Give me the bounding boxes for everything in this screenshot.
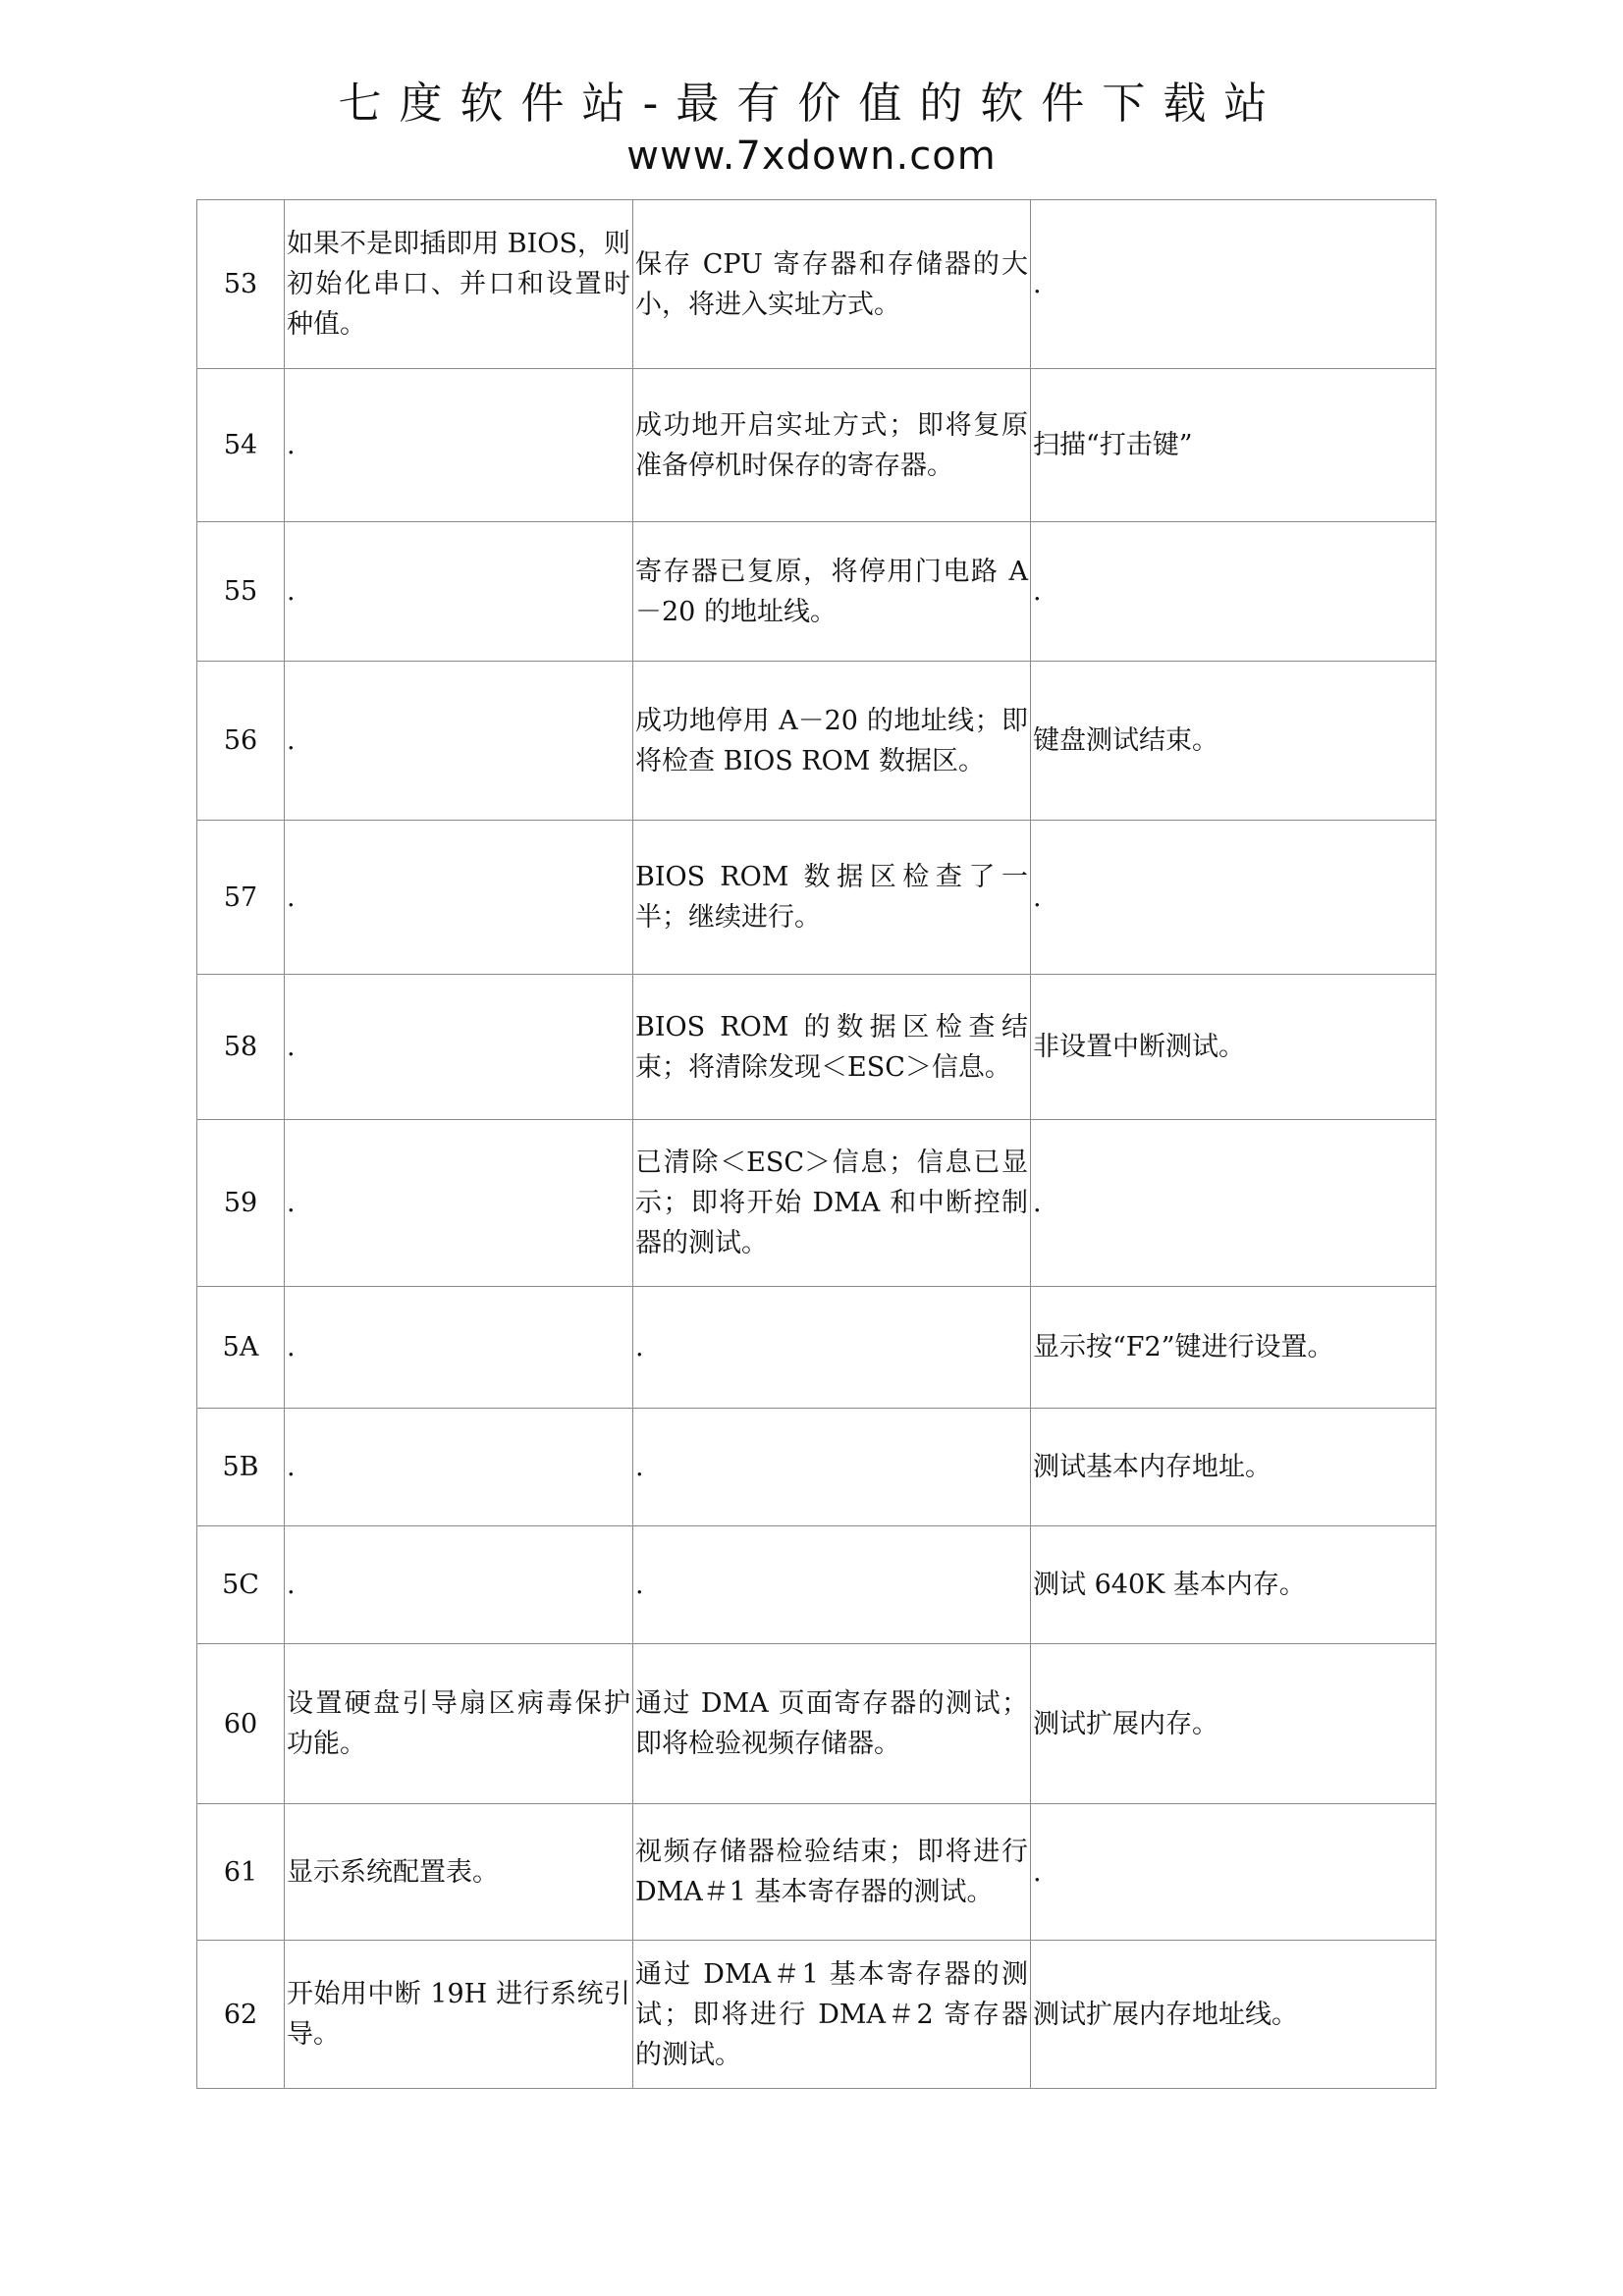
description-cell: . (285, 662, 633, 821)
description-cell: . (633, 1287, 1031, 1409)
post-code-table (196, 199, 1436, 2089)
table-row (197, 1526, 1436, 1644)
code-cell: 5A (197, 1287, 285, 1409)
description-cell: . (285, 1120, 633, 1287)
description-cell: . (1031, 200, 1436, 369)
description-cell: . (633, 1526, 1031, 1644)
description-cell: 非设置中断测试。 (1031, 975, 1436, 1120)
code-cell: 56 (197, 662, 285, 821)
code-cell: 57 (197, 821, 285, 975)
description-cell: . (285, 975, 633, 1120)
description-cell: . (285, 1287, 633, 1409)
description-cell: 测试 640K 基本内存。 (1031, 1526, 1436, 1644)
description-cell: 显示系统配置表。 (285, 1804, 633, 1941)
description-cell: . (633, 1409, 1031, 1526)
table-row (197, 1287, 1436, 1409)
code-cell: 60 (197, 1644, 285, 1804)
description-cell: 保存 CPU 寄存器和存储器的大小，将进入实址方式。 (633, 200, 1031, 369)
description-cell: . (285, 369, 633, 522)
description-cell: 测试扩展内存地址线。 (1031, 1941, 1436, 2089)
description-cell: . (285, 1409, 633, 1526)
description-cell: 显示按“F2”键进行设置。 (1031, 1287, 1436, 1409)
table-row (197, 522, 1436, 662)
table-row (197, 662, 1436, 821)
description-cell: . (285, 821, 633, 975)
description-cell: 通过 DMA＃1 基本寄存器的测试；即将进行 DMA＃2 寄存器的测试。 (633, 1941, 1031, 2089)
description-cell: . (1031, 821, 1436, 975)
code-cell: 58 (197, 975, 285, 1120)
description-cell: 键盘测试结束。 (1031, 662, 1436, 821)
description-cell: 如果不是即插即用 BIOS，则初始化串口、并口和设置时种值。 (285, 200, 633, 369)
code-cell: 54 (197, 369, 285, 522)
description-cell: 成功地停用 A－20 的地址线；即将检查 BIOS ROM 数据区。 (633, 662, 1031, 821)
table-row (197, 821, 1436, 975)
description-cell: . (285, 1526, 633, 1644)
code-cell: 5B (197, 1409, 285, 1526)
table-row (197, 975, 1436, 1120)
description-cell: 已清除＜ESC＞信息；信息已显示；即将开始 DMA 和中断控制器的测试。 (633, 1120, 1031, 1287)
table-row (197, 1120, 1436, 1287)
code-cell: 55 (197, 522, 285, 662)
description-cell: . (285, 522, 633, 662)
header-url[interactable]: www.7xdown.com (626, 133, 997, 179)
description-cell: 测试扩展内存。 (1031, 1644, 1436, 1804)
description-cell: BIOS ROM 数据区检查了一半；继续进行。 (633, 821, 1031, 975)
description-cell: 成功地开启实址方式；即将复原准备停机时保存的寄存器。 (633, 369, 1031, 522)
code-cell: 5C (197, 1526, 285, 1644)
description-cell: . (1031, 522, 1436, 662)
code-cell: 53 (197, 200, 285, 369)
description-cell: . (1031, 1804, 1436, 1941)
code-cell: 62 (197, 1941, 285, 2089)
description-cell: BIOS ROM 的数据区检查结束；将清除发现＜ESC＞信息。 (633, 975, 1031, 1120)
code-cell: 59 (197, 1120, 285, 1287)
table-row (197, 1941, 1436, 2089)
table-row (197, 1804, 1436, 1941)
description-cell: 设置硬盘引导扇区病毒保护功能。 (285, 1644, 633, 1804)
table-row (197, 1409, 1436, 1526)
description-cell: 视频存储器检验结束；即将进行 DMA＃1 基本寄存器的测试。 (633, 1804, 1031, 1941)
table-row (197, 1644, 1436, 1804)
description-cell: 寄存器已复原，将停用门电路 A－20 的地址线。 (633, 522, 1031, 662)
table-row (197, 369, 1436, 522)
description-cell: 通过 DMA 页面寄存器的测试；即将检验视频存储器。 (633, 1644, 1031, 1804)
description-cell: 测试基本内存地址。 (1031, 1409, 1436, 1526)
description-cell: 开始用中断 19H 进行系统引导。 (285, 1941, 633, 2089)
description-cell: 扫描“打击键” (1031, 369, 1436, 522)
description-cell: . (1031, 1120, 1436, 1287)
code-cell: 61 (197, 1804, 285, 1941)
table-row (197, 200, 1436, 369)
header-title: 七度软件站-最有价值的软件下载站 (338, 79, 1285, 129)
